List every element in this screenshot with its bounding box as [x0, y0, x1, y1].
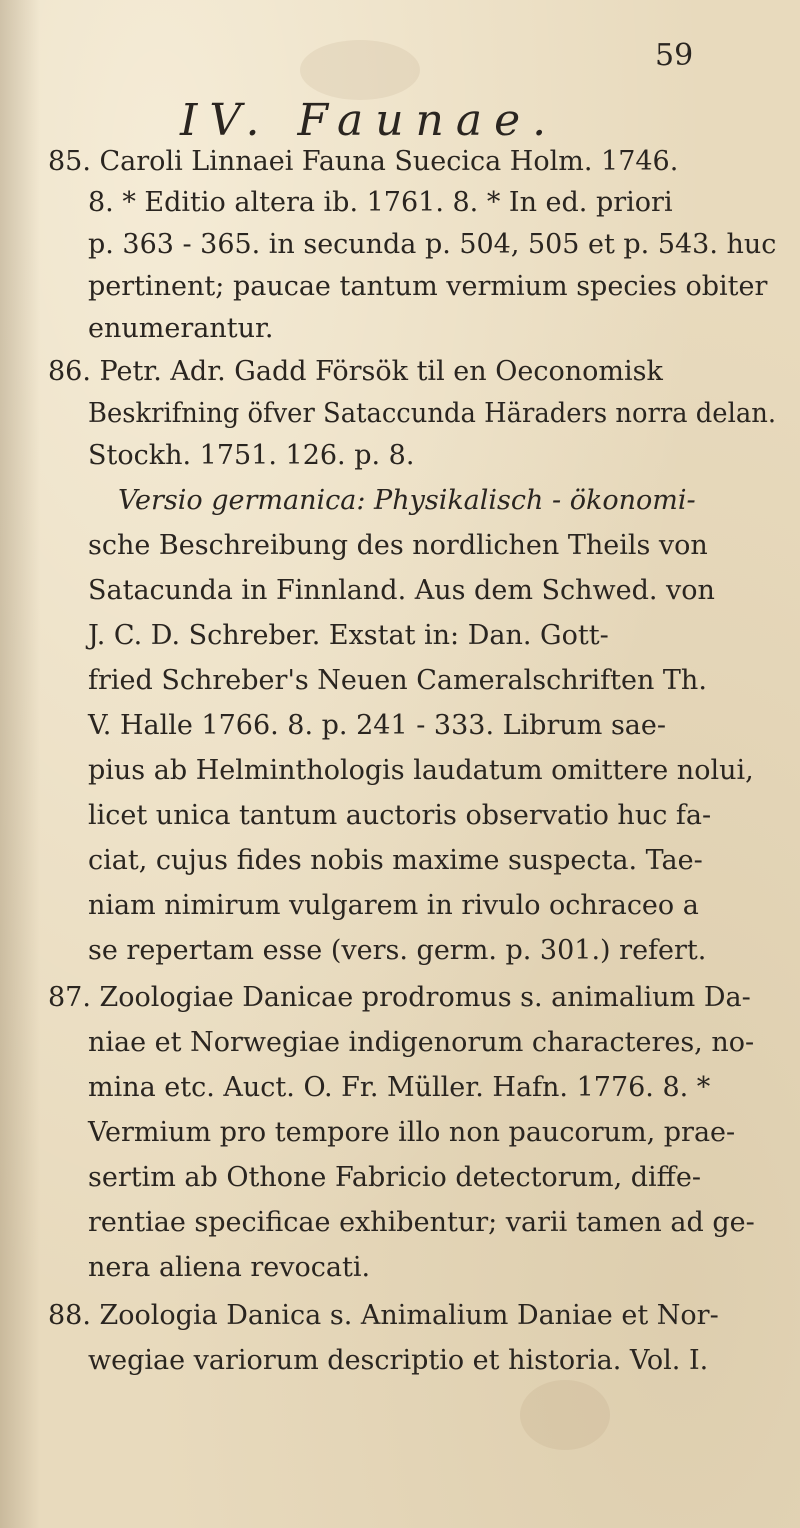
running-head: IV. Faunae.: [180, 95, 559, 146]
entry-87-line-6: rentiae specificae exhibentur; varii tamen ad ge-: [88, 1207, 755, 1238]
entry-86-line-8: fried Schreber's Neuen Cameralschriften Th.: [88, 665, 707, 696]
entry-85-line-2: 8. * Editio altera ib. 1761. 8. * In ed. priori: [88, 187, 673, 218]
entry-87-line-3: mina etc. Auct. O. Fr. Müller. Hafn. 1776. 8. *: [88, 1072, 711, 1103]
entry-86-line-11: licet unica tantum auctoris observatio huc fa-: [88, 800, 712, 831]
entry-86-line-4: Versio germanica: Physikalisch - ökonomi-: [118, 485, 696, 516]
entry-85-line-4: pertinent; paucae tantum vermium species obiter: [88, 271, 768, 302]
entry-88-line-2: wegiae variorum descriptio et historia. Vol. I.: [88, 1345, 709, 1376]
page-edge-shadow: [0, 0, 40, 1528]
entry-85-line-3: p. 363 - 365. in secunda p. 504, 505 et p. 543. huc: [88, 229, 777, 260]
entry-87-line-7: nera aliena revocati.: [88, 1252, 371, 1283]
entry-87-line-5: sertim ab Othone Fabricio detectorum, diffe-: [88, 1162, 701, 1193]
entry-85-line-5: enumerantur.: [88, 313, 274, 344]
entry-86-line-3: Stockh. 1751. 126. p. 8.: [88, 440, 415, 471]
entry-88-line-1: 88. Zoologia Danica s. Animalium Daniae et Nor-: [48, 1300, 719, 1331]
entry-87-line-1: 87. Zoologiae Danicae prodromus s. animalium Da-: [48, 982, 751, 1013]
entry-87-line-2: niae et Norwegiae indigenorum characteres, no-: [88, 1027, 755, 1058]
paper-stain: [520, 1380, 610, 1450]
entry-86-line-9: V. Halle 1766. 8. p. 241 - 333. Librum sae-: [88, 710, 666, 741]
entry-86-line-5: sche Beschreibung des nordlichen Theils von: [88, 530, 708, 561]
page-number: 59: [655, 38, 694, 73]
entry-86-line-13: niam nimirum vulgarem in rivulo ochraceo a: [88, 890, 699, 921]
entry-87-line-4: Vermium pro tempore illo non paucorum, prae-: [88, 1117, 736, 1148]
entry-86-line-7: J. C. D. Schreber. Exstat in: Dan. Gott-: [88, 620, 609, 651]
entry-86-line-14: se repertam esse (vers. germ. p. 301.) refert.: [88, 935, 707, 966]
entry-86-line-6: Satacunda in Finnland. Aus dem Schwed. von: [88, 575, 715, 606]
entry-86-line-2: Beskrifning öfver Sataccunda Häraders norra delan.: [88, 398, 777, 429]
entry-85-line-1: 85. Caroli Linnaei Fauna Suecica Holm. 1746.: [48, 146, 679, 177]
entry-86-line-12: ciat, cujus fides nobis maxime suspecta. Tae-: [88, 845, 703, 876]
entry-86-line-10: pius ab Helminthologis laudatum omittere nolui,: [88, 755, 754, 786]
entry-86-line-1: 86. Petr. Adr. Gadd Försök til en Oeconomisk: [48, 356, 663, 387]
paper-stain: [300, 40, 420, 100]
